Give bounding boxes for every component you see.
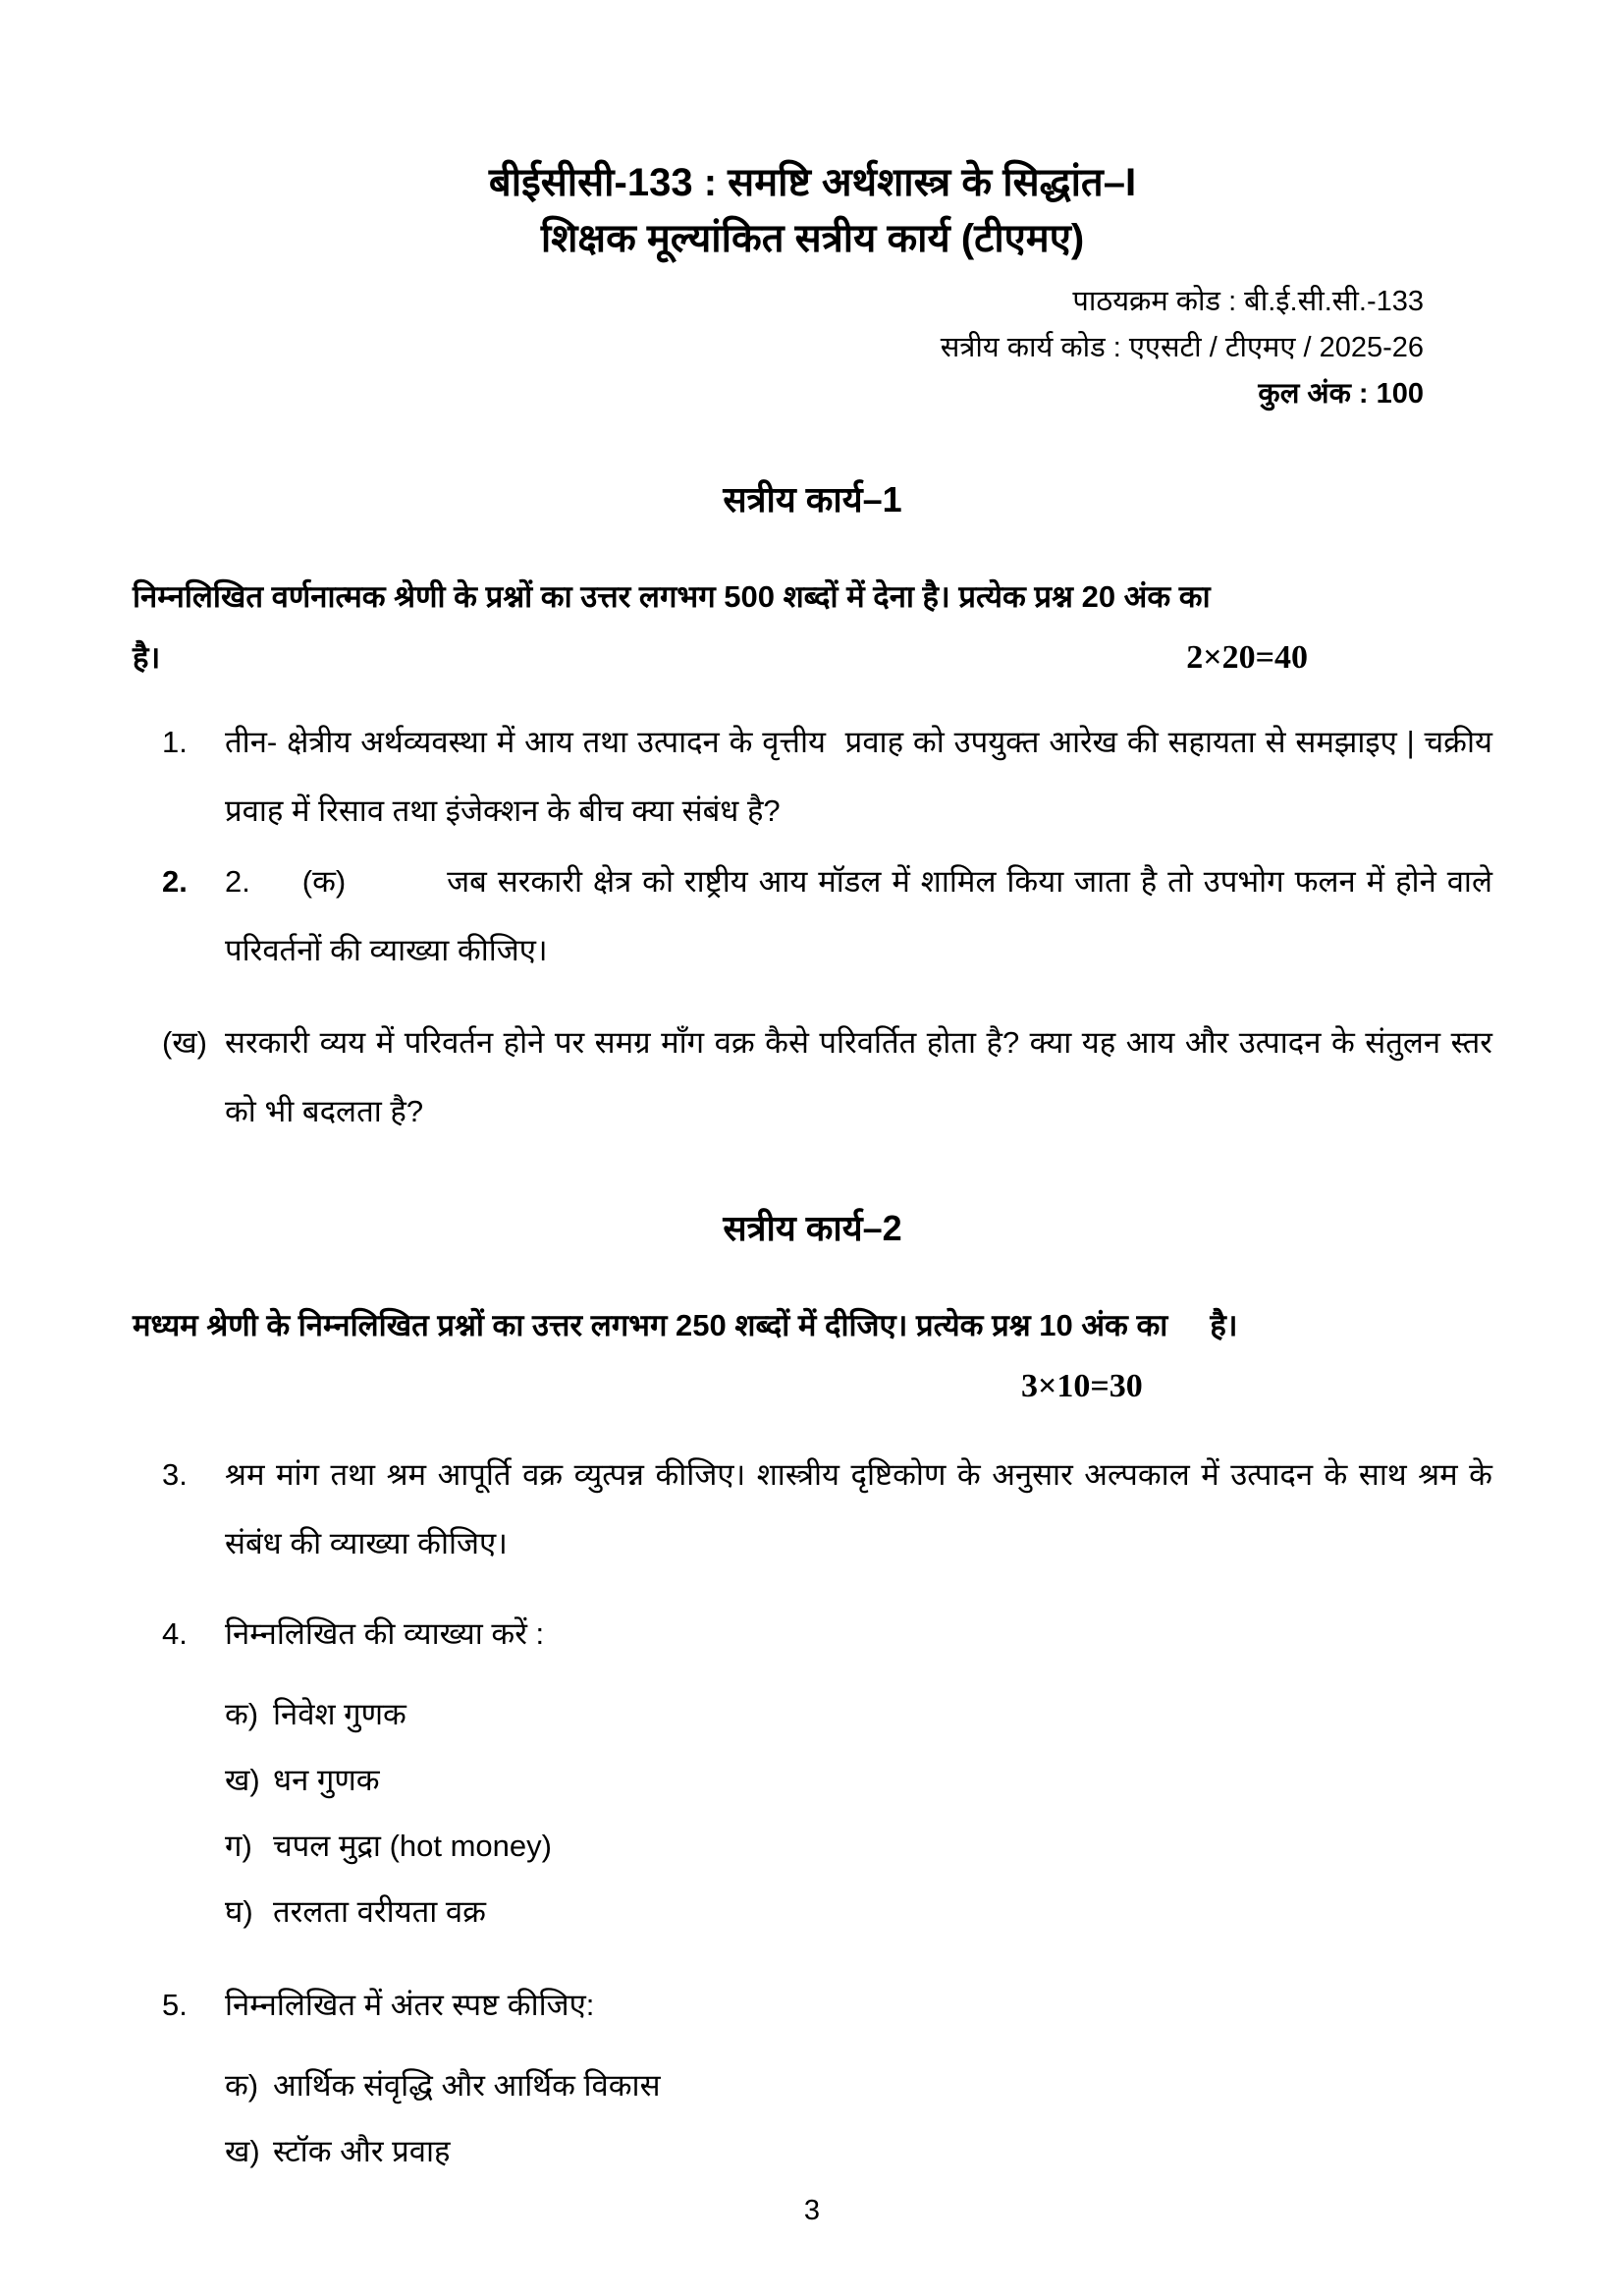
question-1 <box>162 708 1492 846</box>
question-2-part-b-label: (ख) <box>162 1025 208 1060</box>
sub-item-text: धन गुणक <box>273 1763 380 1797</box>
question-2-number: 2. <box>162 864 188 899</box>
question-5-sub-items <box>225 2066 1492 2171</box>
sub-item-text: निवेश गुणक <box>273 1697 406 1731</box>
sub-item-label: क) <box>225 2068 259 2103</box>
header-code-block <box>133 279 1492 417</box>
list-item <box>225 1827 1492 1866</box>
list-item <box>225 2132 1492 2171</box>
question-2-part-b <box>162 1009 1492 1146</box>
question-3 <box>162 1441 1492 1578</box>
sub-item-text: चपल मुद्रा (hot money) <box>273 1829 552 1863</box>
question-5 <box>162 1971 1492 2040</box>
list-item <box>225 1695 1492 1734</box>
document-title <box>133 155 1492 267</box>
sub-item-label: ग) <box>225 1829 252 1863</box>
page-number: 3 <box>803 2195 821 2226</box>
assignment-type-line: शिक्षक मूल्यांकित सत्रीय कार्य (टीएमए) <box>540 217 1085 260</box>
question-3-number: 3. <box>162 1457 188 1492</box>
assignment-2-marks-formula: 3×10=30 <box>1021 1368 1143 1404</box>
question-4-text: निम्नलिखित की व्याख्या करें : <box>225 1616 545 1651</box>
assignment-2-marks-line <box>133 1356 1492 1417</box>
sub-item-text: तरलता वरीयता वक्र <box>273 1894 486 1929</box>
question-2-part-a <box>225 847 1492 985</box>
question-4-sub-items <box>225 1695 1492 1932</box>
assignment-1-heading: सत्रीय कार्य–1 <box>723 479 902 519</box>
course-title-line: बीईसीसी-133 : समष्टि अर्थशास्त्र के सिद्धांत–I <box>488 161 1137 204</box>
list-item <box>225 1892 1492 1932</box>
assignment-1-marks-formula: 2×20=40 <box>1186 639 1308 676</box>
sub-item-label: ख) <box>225 2134 260 2168</box>
sub-item-text: स्टॉक और प्रवाह <box>273 2134 451 2168</box>
question-1-text: तीन- क्षेत्रीय अर्थव्यवस्था में आय तथा उत्पादन के वृत्तीय प्रवाह को उपयुक्त आरेख की सहायता से समझाइए | चक्रीय प्रवाह में रिसाव तथा इंजेक्शन के बीच क्या संबंध है? <box>225 725 1492 828</box>
assignment-1-instruction-line1: निम्नलिखित वर्णनात्मक श्रेणी के प्रश्नों का उत्तर लगभग 500 शब्दों में देना है। प्रत्येक प्रश्न 20 अंक का <box>133 579 1211 614</box>
sub-item-label: ख) <box>225 1763 260 1797</box>
assignment-1-instruction-line2 <box>133 628 1492 688</box>
assignment-code-line: सत्रीय कार्य कोड : एएसटी / टीएमए / 2025-26 <box>940 332 1424 363</box>
question-3-text: श्रम मांग तथा श्रम आपूर्ति वक्र व्युत्पन्न कीजिए। शास्त्रीय दृष्टिकोण के अनुसार अल्पकाल में उत्पादन के साथ श्रम के संबंध की व्याख्या कीजिए। <box>225 1457 1492 1560</box>
question-5-number: 5. <box>162 1988 188 2022</box>
sub-item-text: आर्थिक संवृद्धि और आर्थिक विकास <box>273 2068 661 2103</box>
total-marks-line: कुल अंक : 100 <box>1258 378 1424 410</box>
assignment-2-heading: सत्रीय कार्य–2 <box>723 1208 902 1248</box>
question-4-number: 4. <box>162 1616 188 1651</box>
question-2-part-b-text: सरकारी व्यय में परिवर्तन होने पर समग्र माँग वक्र कैसे परिवर्तित होता है? क्या यह आय और उत्पादन के संतुलन स्तर को भी बदलता है? <box>225 1025 1492 1128</box>
question-2 <box>162 847 1492 985</box>
sub-item-label: घ) <box>225 1894 253 1929</box>
instruction-tail-text: है। <box>133 640 161 675</box>
list-item <box>225 1761 1492 1800</box>
course-code-line: पाठयक्रम कोड : बी.ई.सी.सी.-133 <box>1072 286 1424 317</box>
sub-item-label: क) <box>225 1697 259 1731</box>
question-2-part-a-text: जब सरकारी क्षेत्र को राष्ट्रीय आय मॉडल में शामिल किया जाता है तो उपभोग फलन में होने वाले परिवर्तनों की व्याख्या कीजिए। <box>225 864 1492 967</box>
question-5-text: निम्नलिखित में अंतर स्पष्ट कीजिए: <box>225 1988 595 2022</box>
assignment-2-instruction: मध्यम श्रेणी के निम्नलिखित प्रश्नों का उत्तर लगभग 250 शब्दों में दीजिए। प्रत्येक प्रश्न 10 अंक का है। <box>133 1308 1238 1342</box>
question-2-inner-number: 2. <box>225 864 250 899</box>
question-4 <box>162 1600 1492 1668</box>
question-2-part-a-label: (क) <box>301 864 347 899</box>
list-item <box>225 2066 1492 2105</box>
question-1-number: 1. <box>162 725 188 759</box>
